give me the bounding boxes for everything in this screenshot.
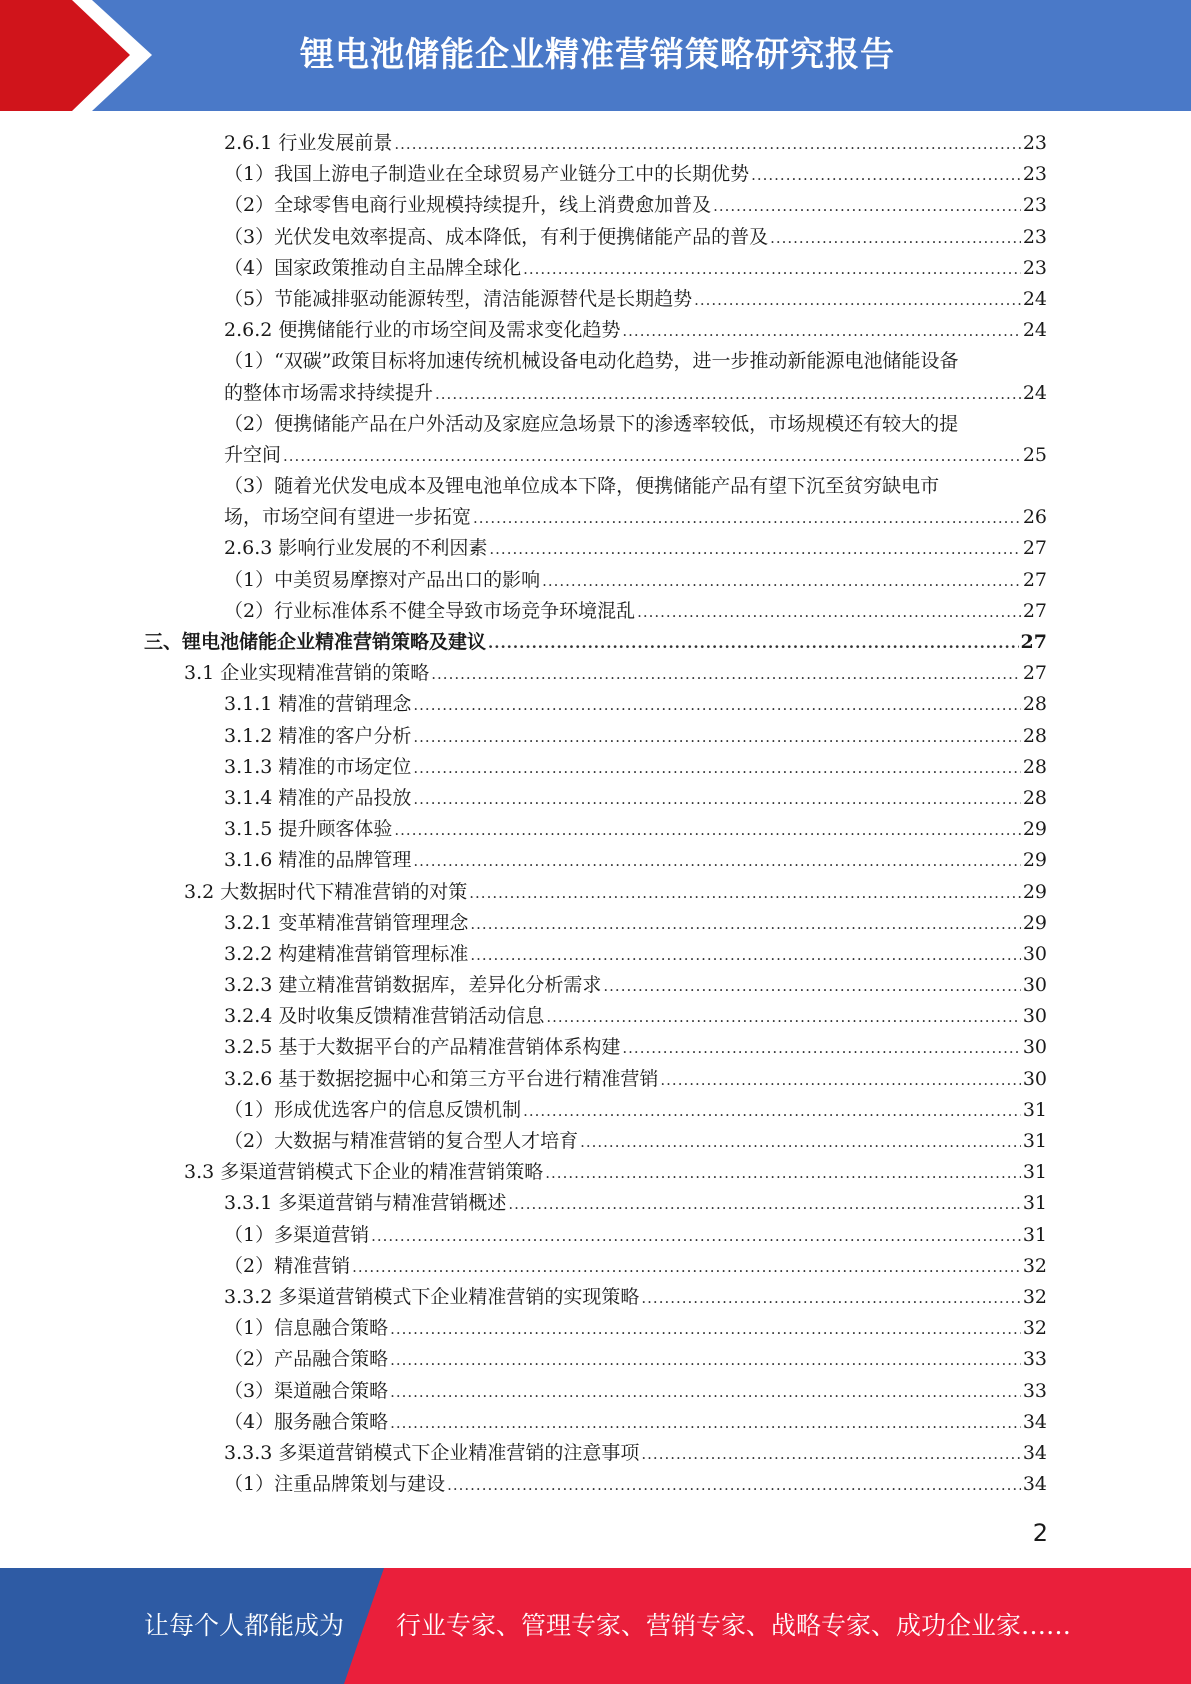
toc-entry[interactable]: [0, 877, 1191, 908]
toc-entry-label: （2）精准营销: [224, 1254, 351, 1277]
toc-dot-leader: [622, 1033, 1020, 1064]
header-arrow-icon: [0, 0, 144, 111]
toc-dot-leader: [546, 1002, 1020, 1033]
toc-entry-label: （2）大数据与精准营销的复合型人才培育: [224, 1130, 579, 1152]
toc-dot-leader: [660, 1065, 1020, 1096]
toc-entry-label: 3.3.2 多渠道营销模式下企业精准营销的实现策略: [224, 1285, 640, 1308]
toc-dot-leader: [390, 1314, 1021, 1345]
toc-entry[interactable]: [0, 1188, 1191, 1219]
toc-entry-label: 2.6.1 行业发展前景: [224, 132, 393, 154]
toc-entry-label: 3.2 大数据时代下精准营销的对策: [184, 880, 468, 903]
toc-page-number: 23: [1022, 194, 1047, 217]
toc-entry[interactable]: [0, 1469, 1191, 1500]
toc-dot-leader: [447, 1470, 1021, 1501]
toc-page-number: 33: [1022, 1348, 1047, 1371]
toc-dot-leader: [523, 1096, 1021, 1127]
toc-entry-label: （1）我国上游电子制造业在全球贸易产业链分工中的长期优势: [224, 163, 750, 186]
toc-dot-leader: [751, 160, 1021, 191]
toc-dot-leader: [489, 534, 1020, 565]
toc-dot-leader: [470, 940, 1020, 971]
toc-page-number: 32: [1022, 1285, 1047, 1308]
toc-entry[interactable]: [0, 440, 1191, 471]
toc-entry-label: 3.1.6 精准的品牌管理: [224, 849, 412, 872]
toc-page-number: 31: [1022, 1130, 1047, 1152]
toc-dot-leader: [580, 1127, 1021, 1158]
toc-page-number: 32: [1022, 1317, 1047, 1340]
toc-entry[interactable]: [0, 752, 1191, 783]
toc-entry-label: 3.1.2 精准的客户分析: [224, 724, 412, 747]
footer-slogan-right: 行业专家、管理专家、营销专家、战略专家、成功企业家……: [396, 1611, 1072, 1640]
toc-dot-leader: [473, 503, 1021, 534]
report-title: 锂电池储能企业精准营销策略研究报告: [300, 35, 895, 75]
toc-entry[interactable]: [0, 689, 1191, 720]
toc-entry[interactable]: [0, 315, 1191, 346]
toc-entry[interactable]: [0, 845, 1191, 876]
toc-entry-label: （4）国家政策推动自主品牌全球化: [224, 256, 522, 279]
toc-dot-leader: [431, 659, 1021, 690]
toc-entry[interactable]: [0, 378, 1191, 409]
toc-entry-label: 3.3.1 多渠道营销与精准营销概述: [224, 1192, 507, 1215]
toc-entry-label: 3.1.3 精准的市场定位: [224, 755, 412, 778]
toc-entry-label: （3）随着光伏发电成本及锂电池单位成本下降，便携储能产品有望下沉至贫穷缺电市: [224, 475, 940, 498]
toc-dot-leader: [641, 1439, 1020, 1470]
toc-entry-label: 2.6.2 便携储能行业的市场空间及需求变化趋势: [224, 319, 621, 342]
toc-entry-label: 的整体市场需求持续提升: [224, 381, 434, 404]
toc-dot-leader: [371, 1221, 1021, 1252]
toc-page-number: 24: [1022, 287, 1047, 310]
toc-page-number: 30: [1022, 942, 1047, 965]
toc-entry-label: 3.1.5 提升顾客体验: [224, 818, 393, 841]
toc-page-number: 25: [1022, 443, 1047, 466]
toc-entry-label: 3.2.4 及时收集反馈精准营销活动信息: [224, 1005, 545, 1028]
toc-entry[interactable]: [0, 502, 1191, 533]
toc-dot-leader: [435, 379, 1021, 410]
toc-dot-leader: [413, 846, 1020, 877]
toc-dot-leader: [394, 815, 1020, 846]
toc-entry[interactable]: [0, 159, 1191, 190]
toc-entry-label: （1）中美贸易摩擦对产品出口的影响: [224, 568, 541, 591]
toc-entry-label: （2）全球零售电商行业规模持续提升，线上消费愈加普及: [224, 194, 712, 217]
toc-page-number: 29: [1022, 880, 1047, 903]
toc-entry[interactable]: [0, 721, 1191, 752]
toc-entry[interactable]: [0, 1376, 1191, 1407]
toc-entry-label: 3.3.3 多渠道营销模式下企业精准营销的注意事项: [224, 1441, 640, 1464]
toc-entry-label: 3.3 多渠道营销模式下企业的精准营销策略: [184, 1161, 544, 1184]
toc-page-number: 23: [1022, 132, 1047, 154]
toc-entry[interactable]: [0, 284, 1191, 315]
toc-page-number: 23: [1022, 256, 1047, 279]
toc-page-number: 27: [1022, 537, 1047, 560]
toc-entry-label: 2.6.3 影响行业发展的不利因素: [224, 537, 488, 560]
toc-entry[interactable]: [0, 939, 1191, 970]
toc-entry-label: 三、锂电池储能企业精准营销策略及建议: [144, 631, 487, 653]
toc-entry-label: 3.2.6 基于数据挖掘中心和第三方平台进行精准营销: [224, 1067, 659, 1090]
toc-entry[interactable]: [0, 1407, 1191, 1438]
toc-page-number: 27: [1022, 599, 1047, 622]
toc-dot-leader: [413, 753, 1020, 784]
toc-entry[interactable]: [0, 1438, 1191, 1469]
toc-page-number: 29: [1022, 818, 1047, 841]
toc-page-number: 31: [1022, 1192, 1047, 1215]
toc-entry[interactable]: [0, 814, 1191, 845]
toc-entry[interactable]: [0, 190, 1191, 221]
toc-dot-leader: [603, 971, 1020, 1002]
toc-dot-leader: [413, 784, 1020, 815]
toc-page-number: 30: [1022, 974, 1047, 997]
toc-entry[interactable]: [0, 1001, 1191, 1032]
toc-entry-label: （4）服务融合策略: [224, 1410, 389, 1433]
toc-page-number: 31: [1022, 1223, 1047, 1246]
toc-page-number: 28: [1022, 786, 1047, 809]
toc-entry[interactable]: [0, 222, 1191, 253]
table-of-contents: [0, 128, 1191, 1500]
toc-entry-label: 3.1.4 精准的产品投放: [224, 786, 412, 809]
toc-page-number: 27: [1022, 662, 1047, 685]
toc-entry[interactable]: [0, 1032, 1191, 1063]
toc-entry-label: （3）渠道融合策略: [224, 1379, 389, 1402]
toc-dot-leader: [394, 129, 1020, 160]
toc-page-number: 31: [1022, 1098, 1047, 1121]
toc-dot-leader: [352, 1252, 1021, 1283]
toc-dot-leader: [545, 1158, 1021, 1189]
toc-page-number: 23: [1022, 163, 1047, 186]
toc-entry-line: [0, 471, 1191, 502]
toc-page-number: 29: [1022, 849, 1047, 872]
toc-dot-leader: [622, 316, 1020, 347]
toc-page-number: 27: [1022, 568, 1047, 591]
toc-dot-leader: [508, 1189, 1020, 1220]
toc-page-number: 23: [1022, 225, 1047, 248]
page-header: [0, 0, 1191, 111]
toc-entry[interactable]: [0, 908, 1191, 939]
toc-entry-label: （5）节能减排驱动能源转型，清洁能源替代是长期趋势: [224, 287, 693, 310]
toc-entry[interactable]: [0, 253, 1191, 284]
toc-entry[interactable]: [0, 1344, 1191, 1375]
toc-page-number: 30: [1022, 1036, 1047, 1059]
toc-entry[interactable]: [0, 533, 1191, 564]
toc-page-number: 34: [1022, 1473, 1047, 1496]
toc-entry-label: （1）“双碳”政策目标将加速传统机械设备电动化趋势，进一步推动新能源电池储能设备: [224, 350, 959, 373]
toc-page-number: 30: [1022, 1005, 1047, 1028]
toc-dot-leader: [713, 191, 1021, 222]
toc-entry[interactable]: [0, 1251, 1191, 1282]
toc-dot-leader: [413, 690, 1020, 721]
toc-entry-label: 场，市场空间有望进一步拓宽: [224, 506, 472, 529]
toc-page-number: 29: [1022, 911, 1047, 934]
toc-entry[interactable]: [0, 1095, 1191, 1126]
toc-dot-leader: [637, 597, 1021, 628]
toc-entry-label: 3.1 企业实现精准营销的策略: [184, 662, 430, 685]
toc-page-number: 28: [1022, 693, 1047, 716]
toc-page-number: 33: [1022, 1379, 1047, 1402]
toc-entry[interactable]: [0, 1282, 1191, 1313]
toc-page-number: 28: [1022, 755, 1047, 778]
page-number: 2: [1032, 1519, 1048, 1547]
toc-entry[interactable]: [0, 970, 1191, 1001]
toc-dot-leader: [469, 878, 1021, 909]
toc-entry-label: （1）注重品牌策划与建设: [224, 1473, 446, 1496]
toc-entry[interactable]: [0, 565, 1191, 596]
toc-entry-label: （3）光伏发电效率提高、成本降低，有利于便携储能产品的普及: [224, 225, 769, 248]
toc-entry[interactable]: [0, 783, 1191, 814]
toc-dot-leader: [523, 254, 1021, 285]
footer-slogan-left: 让每个人都能成为: [144, 1611, 345, 1640]
toc-entry-label: （2）行业标准体系不健全导致市场竞争环境混乱: [224, 599, 636, 622]
toc-entry[interactable]: [0, 1313, 1191, 1344]
toc-entry-label: （2）产品融合策略: [224, 1348, 389, 1371]
toc-page-number: 26: [1022, 506, 1047, 529]
toc-entry[interactable]: [0, 658, 1191, 689]
toc-entry[interactable]: [0, 596, 1191, 627]
toc-dot-leader: [488, 628, 1019, 659]
toc-page-number: 32: [1022, 1254, 1047, 1277]
toc-entry-label: 3.2.1 变革精准营销管理理念: [224, 911, 469, 934]
toc-dot-leader: [770, 223, 1021, 254]
toc-entry-label: 3.2.3 建立精准营销数据库，差异化分析需求: [224, 974, 602, 997]
toc-entry-label: （1）信息融合策略: [224, 1317, 389, 1340]
toc-entry-label: 3.1.1 精准的营销理念: [224, 693, 412, 716]
toc-dot-leader: [390, 1408, 1021, 1439]
toc-dot-leader: [641, 1283, 1020, 1314]
toc-dot-leader: [470, 909, 1020, 940]
toc-dot-leader: [390, 1345, 1021, 1376]
toc-dot-leader: [413, 722, 1020, 753]
toc-page-number: 34: [1022, 1410, 1047, 1433]
toc-entry[interactable]: [0, 627, 1191, 658]
toc-dot-leader: [694, 285, 1021, 316]
toc-entry-label: （1）形成优选客户的信息反馈机制: [224, 1098, 522, 1121]
toc-entry[interactable]: [0, 1220, 1191, 1251]
toc-entry[interactable]: [0, 128, 1191, 159]
toc-page-number: 34: [1022, 1441, 1047, 1464]
toc-entry-label: 3.2.2 构建精准营销管理标准: [224, 942, 469, 965]
toc-page-number: 28: [1022, 724, 1047, 747]
page-footer: [0, 1568, 1191, 1684]
toc-entry-line: [0, 409, 1191, 440]
toc-page-number: 30: [1022, 1067, 1047, 1090]
toc-entry[interactable]: [0, 1126, 1191, 1157]
toc-page-number: 27: [1020, 631, 1047, 653]
toc-page-number: 24: [1022, 319, 1047, 342]
toc-entry-label: 升空间: [224, 443, 282, 466]
toc-entry-label: （1）多渠道营销: [224, 1223, 370, 1246]
toc-entry-label: （2）便携储能产品在户外活动及家庭应急场景下的渗透率较低，市场规模还有较大的提: [224, 412, 959, 435]
toc-dot-leader: [542, 566, 1021, 597]
toc-entry-line: [0, 346, 1191, 377]
toc-dot-leader: [283, 441, 1021, 472]
toc-entry-label: 3.2.5 基于大数据平台的产品精准营销体系构建: [224, 1036, 621, 1059]
toc-page-number: 24: [1022, 381, 1047, 404]
toc-entry[interactable]: [0, 1157, 1191, 1188]
toc-page-number: 31: [1022, 1161, 1047, 1184]
toc-dot-leader: [390, 1377, 1021, 1408]
toc-entry[interactable]: [0, 1064, 1191, 1095]
